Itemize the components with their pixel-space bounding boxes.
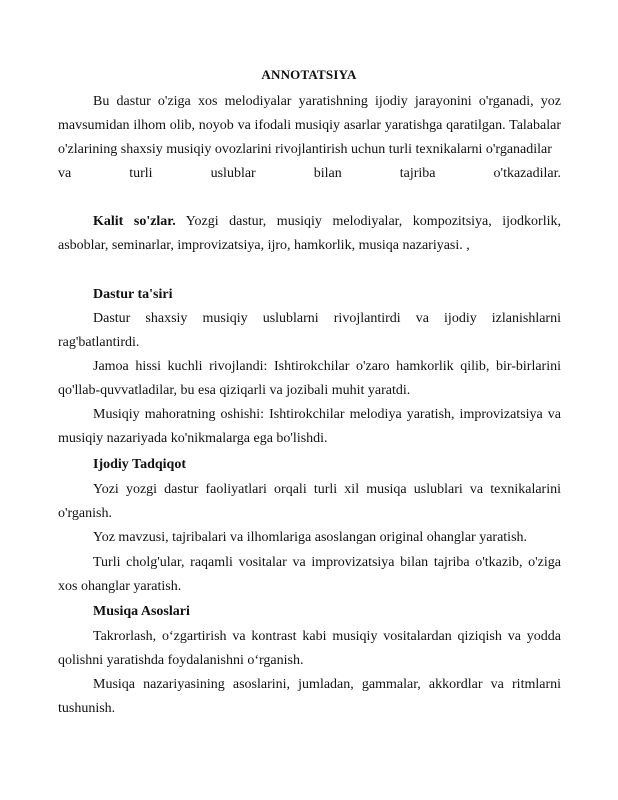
abstract-last-line: va turli uslublar bilan tajriba o'tkazadilar. — [58, 166, 561, 181]
section-paragraph: Dastur shaxsiy musiqiy uslublarni rivojlantirdi va ijodiy izlanishlarni rag'batlantirdi. — [58, 311, 561, 350]
section-paragraph: Musiqiy mahoratning oshishi: Ishtirokchilar melodiya yaratish, improvizatsiya va musiqiy nazariyada ko'nikmalarga ega bo'lishdi. — [58, 407, 561, 446]
keywords-paragraph — [58, 210, 561, 258]
section-paragraph: Musiqa nazariyasining asoslarini, jumladan, gammalar, akkordlar va ritmlarni tushunish. — [58, 677, 561, 716]
section-paragraph: Yoz mavzusi, tajribalari va ilhomlariga asoslangan original ohanglar yaratish. — [93, 530, 528, 545]
section-paragraph: Turli cholg'ular, raqamli vositalar va improvizatsiya bilan tajriba o'tkazib, o'ziga xos ohanglar yaratish. — [58, 555, 561, 594]
section-heading-music-basics: Musiqa Asoslari — [93, 604, 190, 619]
abstract-paragraph: Bu dastur o'ziga xos melodiyalar yaratishning ijodiy jarayonini o'rganadi, yoz mavsumidan ilhom olib, noyob va ifodali musiqiy asarlar yaratishga qaratilgan. Talabalar o'zlarining shaxsiy musiqiy ovozlarini rivojlantirish uchun turli texnikalarni o'rganadilar — [58, 94, 561, 157]
section-heading-impact: Dastur ta'siri — [93, 287, 173, 302]
section-paragraph: Jamoa hissi kuchli rivojlandi: Ishtirokchilar o'zaro hamkorlik qilib, bir-birlarini qo'llab-quvvatladilar, bu esa qiziqarli va jozibali muhit yaratdi. — [58, 359, 561, 398]
document-title: ANNOTATSIYA — [261, 67, 357, 82]
keywords-text: Yozgi dastur, musiqiy melodiyalar, kompozitsiya, ijodkorlik, asboblar, seminarlar, improvizatsiya, ijro, hamkorlik, musiqa nazariyasi. , — [58, 214, 561, 253]
keywords-label: Kalit so'zlar. — [93, 214, 176, 229]
section-paragraph: Yozi yozgi dastur faoliyatlari orqali turli xil musiqa uslublari va texnikalarini o'rganish. — [58, 482, 561, 521]
section-heading-creative-research: Ijodiy Tadqiqot — [93, 457, 186, 472]
section-paragraph: Takrorlash, o‘zgartirish va kontrast kabi musiqiy vositalardan qiziqish va yodda qolishni yaratishda foydalanishni o‘rganish. — [58, 629, 561, 668]
